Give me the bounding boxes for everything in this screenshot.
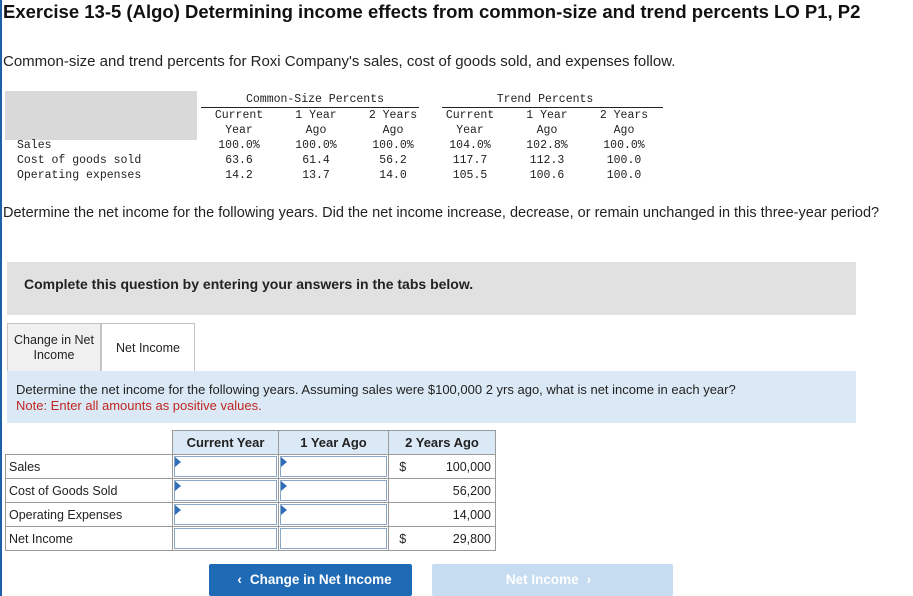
- row-label-operating-expenses: Operating Expenses: [6, 503, 173, 527]
- col-header-tr-current-l1: Current: [445, 109, 495, 122]
- col-header-cs-1yr-l1: 1 Year: [295, 109, 337, 122]
- sales-current-year-cell: [173, 455, 279, 479]
- cell: 100.0%: [372, 139, 414, 152]
- exercise-title: Exercise 13-5 (Algo) Determining income effects from common-size and trend percents LO P1, P2: [3, 1, 861, 22]
- net-income-2-years-ago-value: 29,800: [417, 527, 496, 551]
- col-header-cs-current-l2: Year: [225, 124, 253, 137]
- sales-2-years-ago-value: 100,000: [417, 455, 496, 479]
- col-header-cs-current-l1: Current: [214, 109, 264, 122]
- col-header-cs-1yr-l2: Ago: [305, 124, 327, 137]
- cell: 100.0%: [218, 139, 260, 152]
- cell: 112.3: [529, 154, 565, 167]
- row-label-net-income: Net Income: [6, 527, 173, 551]
- cogs-1-year-ago-cell: [279, 479, 389, 503]
- col-header-tr-current-l2: Year: [456, 124, 484, 137]
- cell: 100.0%: [603, 139, 645, 152]
- cell: 102.8%: [526, 139, 568, 152]
- instruction-note: Note: Enter all amounts as positive values.: [16, 398, 262, 413]
- sales-current-year-input[interactable]: [174, 456, 277, 477]
- cell: 104.0%: [449, 139, 491, 152]
- cell: 105.5: [452, 169, 488, 182]
- header-2-years-ago: 2 Years Ago: [389, 431, 496, 455]
- col-header-tr-1yr-l1: 1 Year: [526, 109, 568, 122]
- opex-2-years-ago-value: 14,000: [417, 503, 496, 527]
- cell: 14.2: [225, 169, 253, 182]
- left-accent-bar: [0, 0, 2, 596]
- currency-blank: [389, 503, 417, 527]
- table-row: [6, 527, 496, 551]
- cogs-current-year-input[interactable]: [174, 480, 277, 501]
- row-label-cogs: Cost of Goods Sold: [6, 479, 173, 503]
- net-income-answer-table: [5, 430, 496, 551]
- col-header-cs-2yr-l1: 2 Years: [368, 109, 418, 122]
- header-blank: [6, 431, 173, 455]
- cell: 100.0: [606, 169, 642, 182]
- row-label-sales: Sales: [6, 455, 173, 479]
- net-income-1-year-ago-input[interactable]: [280, 528, 387, 549]
- net-income-current-year-input[interactable]: [174, 528, 277, 549]
- col-header-tr-2yr-l1: 2 Years: [599, 109, 649, 122]
- question-text: Determine the net income for the following years. Did the net income increase, decrease, or remain unchanged in this three-year period?: [3, 205, 880, 221]
- tab-label: Net Income: [116, 341, 180, 355]
- cell: 100.0%: [295, 139, 337, 152]
- banner-text: Complete this question by entering your answers in the tabs below.: [24, 276, 474, 292]
- cell: 61.4: [302, 154, 330, 167]
- tab-net-income[interactable]: [101, 323, 195, 371]
- col-header-tr-1yr-l2: Ago: [536, 124, 558, 137]
- cell: 100.6: [529, 169, 565, 182]
- tab-label-line2: Income: [33, 348, 75, 362]
- next-tab-button[interactable]: [432, 564, 673, 596]
- label-shade: [5, 91, 197, 140]
- opex-1-year-ago-cell: [279, 503, 389, 527]
- opex-current-year-cell: [173, 503, 279, 527]
- prev-button-label: Change in Net Income: [249, 572, 392, 587]
- common-size-group-header: Common-Size Percents: [245, 93, 385, 106]
- instruction-banner: [7, 262, 856, 315]
- cogs-current-year-cell: [173, 479, 279, 503]
- chevron-left-icon: ‹: [237, 572, 242, 587]
- currency-symbol: $: [389, 455, 417, 479]
- net-income-current-year-cell: [173, 527, 279, 551]
- table-row: [6, 479, 496, 503]
- cogs-1-year-ago-input[interactable]: [280, 480, 387, 501]
- sales-1-year-ago-input[interactable]: [280, 456, 387, 477]
- cell: 14.0: [379, 169, 407, 182]
- tab-change-in-net-income[interactable]: [7, 323, 101, 371]
- trend-group-header: Trend Percents: [496, 93, 594, 106]
- row-label-cogs: Cost of goods sold: [17, 154, 142, 167]
- prev-tab-button[interactable]: [209, 564, 412, 596]
- tab-label-line1: Change in Net: [14, 333, 94, 347]
- sales-1-year-ago-cell: [279, 455, 389, 479]
- header-1-year-ago: 1 Year Ago: [279, 431, 389, 455]
- cell: 63.6: [225, 154, 253, 167]
- cogs-2-years-ago-value: 56,200: [417, 479, 496, 503]
- tab-instructions: [7, 371, 856, 423]
- row-label-sales: Sales: [17, 139, 52, 152]
- col-header-tr-2yr-l2: Ago: [613, 124, 635, 137]
- header-current-year: Current Year: [173, 431, 279, 455]
- table-row: [6, 455, 496, 479]
- cell: 117.7: [452, 154, 488, 167]
- cell: 100.0: [606, 154, 642, 167]
- currency-blank: [389, 479, 417, 503]
- instruction-text: Determine the net income for the following years. Assuming sales were $100,000 2 yrs ago, what is net income in each year?: [16, 382, 736, 397]
- cell: 13.7: [302, 169, 330, 182]
- opex-current-year-input[interactable]: [174, 504, 277, 525]
- col-header-cs-2yr-l2: Ago: [382, 124, 404, 137]
- table-row: [6, 503, 496, 527]
- next-button-label: Net Income: [505, 572, 579, 587]
- opex-1-year-ago-input[interactable]: [280, 504, 387, 525]
- net-income-1-year-ago-cell: [279, 527, 389, 551]
- percents-table: [5, 91, 663, 185]
- cell: 56.2: [379, 154, 407, 167]
- row-label-operating-expenses: Operating expenses: [17, 169, 142, 182]
- intro-text: Common-size and trend percents for Roxi Company's sales, cost of goods sold, and expenses follow.: [3, 53, 676, 70]
- currency-symbol: $: [389, 527, 417, 551]
- common-size-underline: [201, 107, 419, 108]
- trend-underline: [442, 107, 663, 108]
- chevron-right-icon: ›: [586, 572, 592, 587]
